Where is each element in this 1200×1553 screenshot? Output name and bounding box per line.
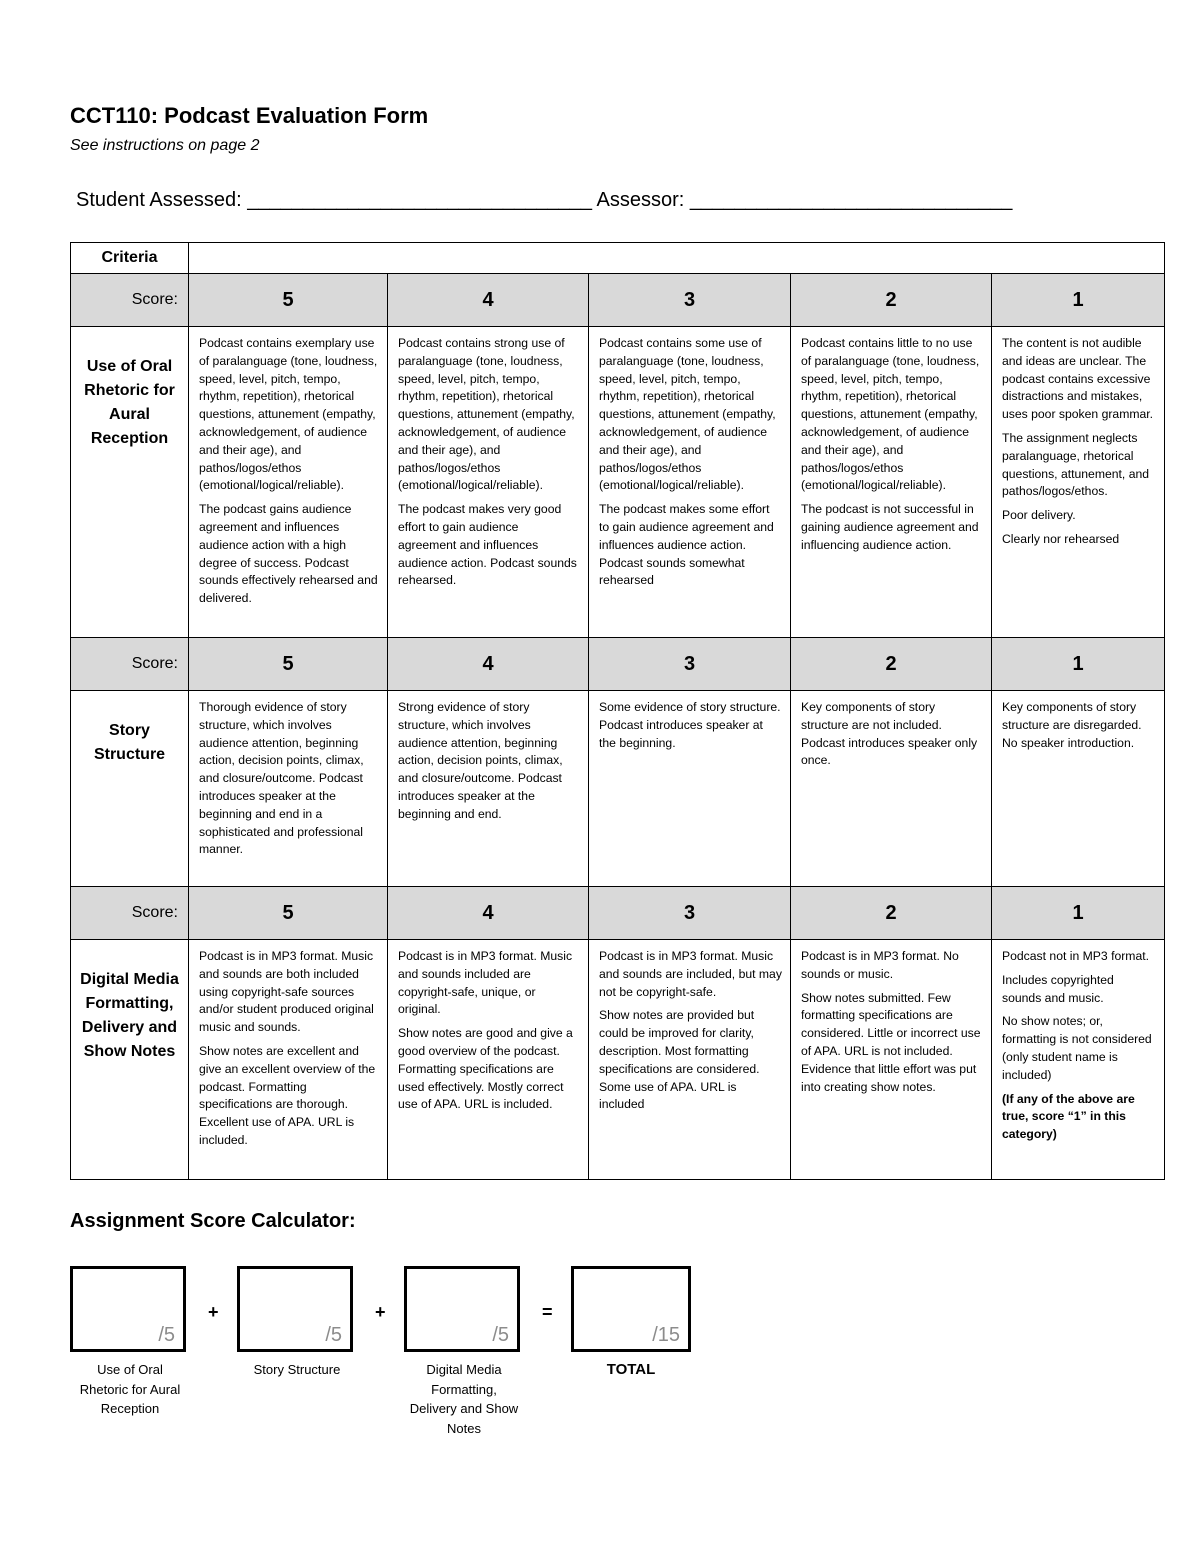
descriptor-text: Podcast not in MP3 format. (1002, 949, 1149, 963)
score-box-label: Use of Oral Rhetoric for Aural Reception (79, 1362, 181, 1416)
page-subtitle: See instructions on page 2 (70, 137, 260, 154)
descriptor-cell (589, 327, 791, 638)
rubric-table (70, 242, 1165, 1180)
page-title: CCT110: Podcast Evaluation Form (70, 103, 429, 128)
descriptor-text: Podcast is in MP3 format. Music and sounds included are copyright-safe, unique, or original. (398, 949, 573, 1017)
descriptor-text: Podcast is in MP3 format. Music and sounds are both included using copyright-safe sources and/or student produced original music and sounds. (199, 949, 374, 1035)
score-value: 3 (589, 638, 791, 691)
score-label: Score: (71, 638, 189, 691)
score-box-label: Digital Media Formatting, Delivery and Show Notes (409, 1362, 519, 1436)
descriptor-text: Includes copyrighted sounds and music. (1002, 972, 1114, 1005)
descriptor-text: Show notes submitted. Few formatting specifications are considered. Little or incorrect use of APA. URL is not included. Evidence that little effort was put into creating show notes. (801, 990, 981, 1094)
descriptor-cell (589, 691, 791, 887)
score-value: 3 (589, 887, 791, 940)
descriptor-text: Poor delivery. (1002, 508, 1076, 523)
descriptor-text: Show notes are provided but could be improved for clarity, description. Most formatting specifications are considered. Some use of APA. URL is included (599, 1008, 760, 1112)
descriptor-text: Show notes are excellent and give an excellent overview of the podcast. Formatting specifications are thorough. Excellent use of APA. URL is included. (199, 1043, 376, 1147)
criterion-name: Use of Oral Rhetoric for Aural Reception (71, 327, 189, 638)
plus-sign: + (208, 1302, 219, 1322)
descriptor-text: Some evidence of story structure. Podcast introduces speaker at the beginning. (599, 700, 781, 750)
descriptor-text: The podcast makes some effort to gain audience agreement and influences audience action. Podcast sounds somewhat rehearsed (599, 502, 774, 588)
score-box-oral-rhetoric[interactable] (70, 1266, 186, 1352)
score-value: 5 (189, 887, 388, 940)
descriptor-cell (388, 327, 589, 638)
criteria-header-blank (189, 243, 1165, 274)
criterion-name: Digital Media Formatting, Delivery and Show Notes (71, 940, 189, 1180)
descriptor-text: Podcast contains some use of paralanguage (tone, loudness, speed, level, pitch, tempo, rhythm, repetition), rhetorical questions, attunement (empathy, acknowledgement, of audience and their age), and pathos/logos/ethos (emotional/logical/reliable). (599, 336, 776, 493)
criterion-row (71, 940, 1165, 1180)
descriptor-text: Podcast is in MP3 format. Music and sounds are included, but may not be copyright-safe. (599, 949, 782, 999)
score-value: 4 (388, 274, 589, 327)
score-row (71, 638, 1165, 691)
score-value: 2 (791, 638, 992, 691)
descriptor-cell (388, 940, 589, 1180)
descriptor-cell (791, 940, 992, 1180)
criterion-name: Story Structure (71, 691, 189, 887)
score-value: 1 (992, 274, 1165, 327)
descriptor-text: Key components of story structure are disregarded. No speaker introduction. (1002, 700, 1142, 750)
equals-sign: = (542, 1302, 553, 1322)
descriptor-text: Podcast contains exemplary use of paralanguage (tone, loudness, speed, level, pitch, tempo, rhythm, repetition), rhetorical questions, attunement (empathy, acknowledgement, of audience and their age), and pathos/logos/ethos (emotional/logical/reliable). (199, 336, 378, 493)
score-value: 1 (992, 638, 1165, 691)
descriptor-text: (If any of the above are true, score “1” in this category) (1002, 1091, 1135, 1142)
descriptor-cell (992, 691, 1165, 887)
score-value: 3 (589, 274, 791, 327)
score-box-story-structure[interactable] (237, 1266, 353, 1352)
score-value: 5 (189, 274, 388, 327)
total-label: TOTAL (606, 1361, 656, 1378)
descriptor-text: The podcast makes very good effort to gain audience agreement and influences audience action. Podcast sounds rehearsed. (398, 502, 577, 588)
score-box-max: /15 (652, 1324, 680, 1346)
descriptor-text: Thorough evidence of story structure, which involves audience attention, beginning action, decision points, climax, and closure/outcome. Podcast introduces speaker at the beginning and end in a sophisticated and professional manner. (199, 700, 364, 857)
criterion-row (71, 327, 1165, 638)
descriptor-cell (791, 691, 992, 887)
descriptor-cell (388, 691, 589, 887)
descriptor-cell (589, 940, 791, 1180)
score-value: 4 (388, 638, 589, 691)
score-value: 1 (992, 887, 1165, 940)
score-box-max: /5 (325, 1324, 342, 1346)
descriptor-text: Strong evidence of story structure, which involves audience attention, beginning action, decision points, climax, and closure/outcome. Podcast introduces speaker at the beginning and end. (398, 700, 563, 821)
score-value: 2 (791, 274, 992, 327)
criteria-header: Criteria (71, 243, 189, 274)
descriptor-text: Podcast contains strong use of paralanguage (tone, loudness, speed, level, pitch, tempo, rhythm, repetition), rhetorical questions, attunement (empathy, acknowledgement, of audience and their age), and pathos/logos/ethos (emotional/logical/reliable). (398, 336, 575, 493)
descriptor-text: Podcast contains little to no use of paralanguage (tone, loudness, speed, level, pitch, tempo, rhythm, repetition), rhetorical questions, attunement (empathy, acknowledgement, of audience and their age), and pathos/logos/ethos (emotional/logical/reliable). (801, 336, 980, 493)
descriptor-cell (189, 327, 388, 638)
assessment-names-line: Student Assessed: _______________________________ Assessor: _____________________________ (76, 189, 1013, 211)
calculator-title: Assignment Score Calculator: (70, 1210, 356, 1232)
score-box-digital-media[interactable] (404, 1266, 520, 1352)
criteria-header-row (71, 243, 1165, 274)
score-row (71, 274, 1165, 327)
descriptor-cell (992, 940, 1165, 1180)
score-value: 2 (791, 887, 992, 940)
score-box-total[interactable] (571, 1266, 691, 1352)
descriptor-text: The podcast is not successful in gaining audience agreement and influencing audience action. (801, 502, 979, 552)
score-row (71, 887, 1165, 940)
score-value: 4 (388, 887, 589, 940)
score-box-max: /5 (492, 1324, 509, 1346)
descriptor-cell (791, 327, 992, 638)
descriptor-text: Podcast is in MP3 format. No sounds or music. (801, 949, 959, 981)
descriptor-text: Show notes are good and give a good overview of the podcast. Formatting specifications are used effectively. Mostly correct use of APA. URL is included. (398, 1026, 573, 1112)
descriptor-cell (992, 327, 1165, 638)
score-box-label: Story Structure (253, 1362, 341, 1377)
score-box-max: /5 (158, 1324, 175, 1346)
descriptor-cell (189, 940, 388, 1180)
criterion-row (71, 691, 1165, 887)
descriptor-text: Key components of story structure are not included. Podcast introduces speaker only once. (801, 700, 978, 768)
descriptor-text: No show notes; or, formatting is not considered (only student name is included) (1002, 1014, 1152, 1082)
score-value: 5 (189, 638, 388, 691)
descriptor-text: The assignment neglects paralanguage, rhetorical questions, attunement, and pathos/logos/ethos. (1002, 430, 1150, 499)
descriptor-text: Clearly nor rehearsed (1002, 531, 1120, 546)
descriptor-cell (189, 691, 388, 887)
score-label: Score: (71, 887, 189, 940)
plus-sign: + (375, 1302, 386, 1322)
descriptor-text: The content is not audible and ideas are unclear. The podcast contains excessive distractions and mistakes, uses poor spoken grammar. (1002, 336, 1154, 422)
score-label: Score: (71, 274, 189, 327)
descriptor-text: The podcast gains audience agreement and influences audience action with a high degree of success. Podcast sounds effectively rehearsed and delivered. (199, 502, 378, 606)
